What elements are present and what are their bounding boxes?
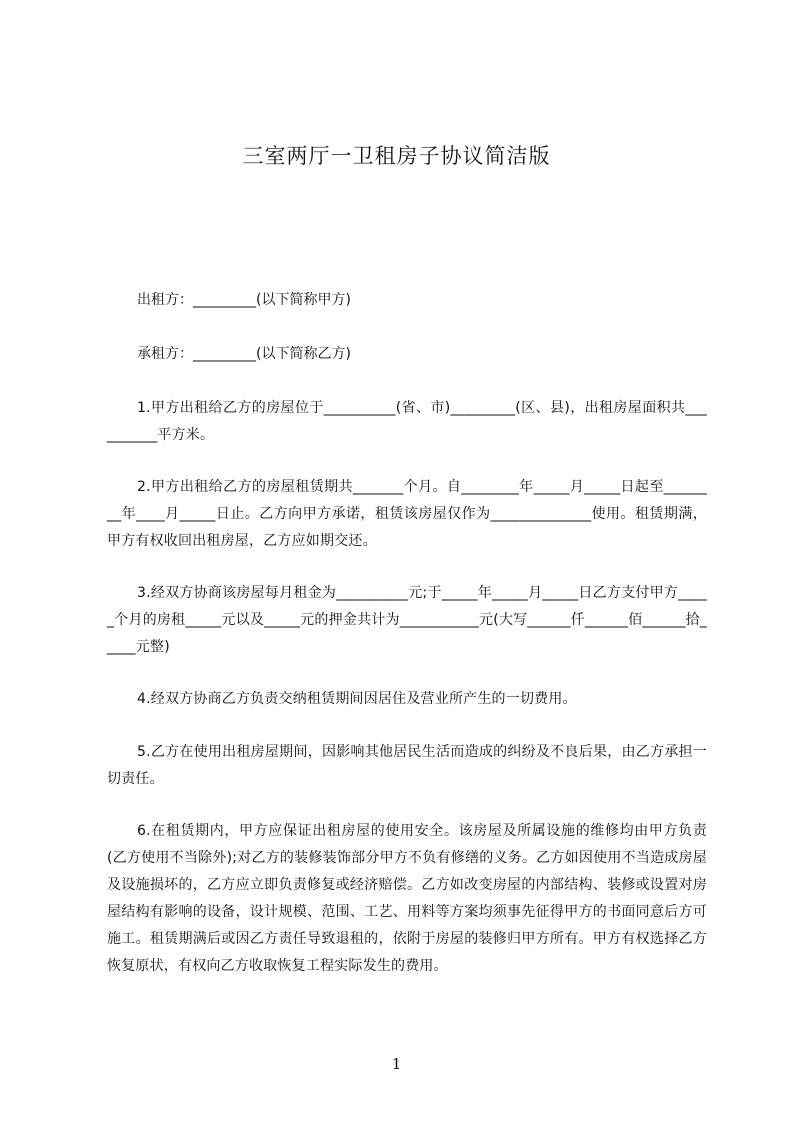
clause-2: 2.甲方出租给乙方的房屋租赁期共_______个月。自________年_____月_____日起至________年____月_____日止。乙方向甲方承诺，租赁该房屋仅作为______________使用。租赁期满，甲方有权收回出租房屋，乙方应如期交还。 xyxy=(107,479,707,549)
document-title: 三室两厅一卫租房子协议简洁版 xyxy=(242,144,551,168)
clause-4: 4.经双方协商乙方负责交纳租赁期间因居住及营业所产生的一切费用。 xyxy=(137,691,577,707)
clause-3: 3.经双方协商该房屋每月租金为__________元;于_____年_____月_____日乙方支付甲方_____个月的房租_____元以及_____元的押金共计为___________元(大写______仟______佰______拾_____元整) xyxy=(107,585,707,655)
page-number: 1 xyxy=(391,1055,402,1073)
clause-6: 6.在租赁期内，甲方应保证出租房屋的使用安全。该房屋及所属设施的维修均由甲方负责(乙方使用不当除外);对乙方的装修装饰部分甲方不负有修缮的义务。乙方如因使用不当造成房屋及设施损坏的，乙方应立即负责修复或经济赔偿。乙方如改变房屋的内部结构、装修或设置对房屋结构有影响的设备，设计规模、范围、工艺、用料等方案均须事先征得甲方的书面同意后方可施工。租赁期满后或因乙方责任导致退租的，依附于房屋的装修归甲方所有。甲方有权选择乙方恢复原状，有权向乙方收取恢复工程实际发生的费用。 xyxy=(107,823,707,974)
lessee-line: 承租方：_________(以下简称乙方) xyxy=(137,346,351,362)
lessor-line: 出租方：_________(以下简称甲方) xyxy=(137,292,351,308)
clause-5: 5.乙方在使用出租房屋期间，因影响其他居民生活而造成的纠纷及不良后果，由乙方承担一切责任。 xyxy=(107,744,707,787)
clause-1: 1.甲方出租给乙方的房屋位于__________(省、市)_________(区、县)，出租房屋面积共__________平方米。 xyxy=(107,400,707,443)
